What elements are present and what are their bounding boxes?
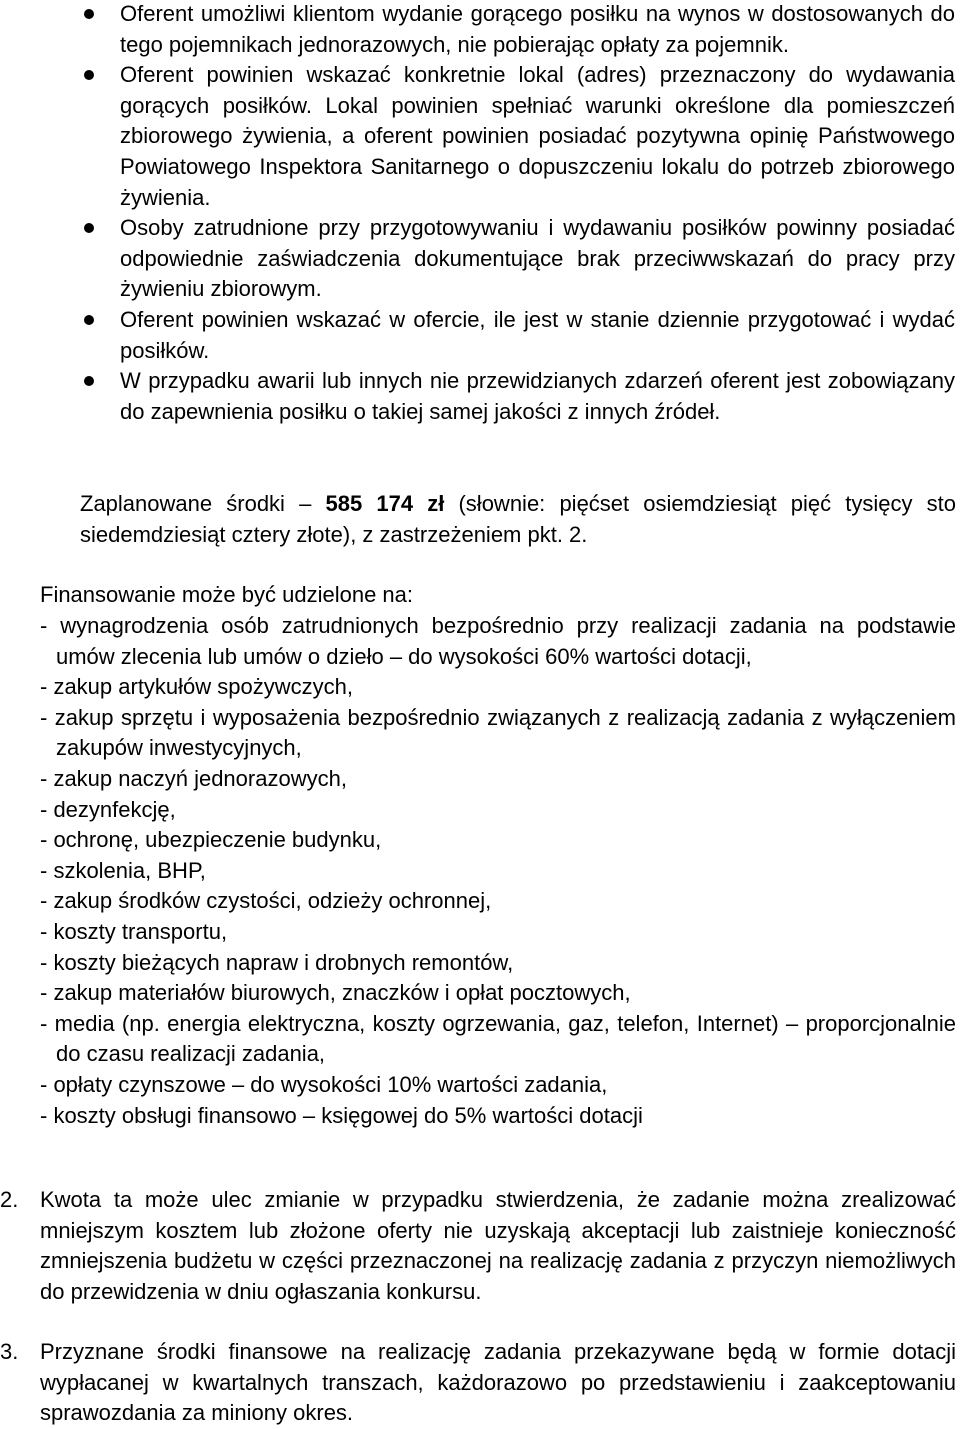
item-text: Przyznane środki finansowe na realizację zadania przekazywane będą w formie dotacji wypłacanej w kwartalnych transzach, każdorazowo po przedstawieniu i zaakceptowaniu sprawozdania za miniony okres. — [40, 1339, 956, 1426]
bullet-item — [0, 60, 960, 213]
bullet-item — [0, 213, 960, 305]
bullet-item — [0, 305, 960, 366]
financing-item: - szkolenia, BHP, — [40, 857, 206, 883]
item-text: Kwota ta może ulec zmianie w przypadku stwierdzenia, że zadanie można zrealizować mniejszym kosztem lub złożone oferty nie uzyskają akceptacji lub zaistnieje konieczność zmniejszenia budżetu w części przeznaczonej na realizację zadania z przyczyn niemożliwych do przewidzenia w dniu ogłaszania konkursu. — [40, 1187, 956, 1304]
funds-suffix: (słownie: pięćset osiemdziesiąt pięć tysięcy sto siedemdziesiąt cztery złote), z zastrzeżeniem pkt. 2. — [80, 491, 956, 547]
bullet-text: Oferent powinien wskazać konkretnie lokal (adres) przeznaczony do wydawania gorących posiłków. Lokal powinien spełniać warunki określone dla pomieszczeń zbiorowego żywienia, a oferent powinien posiadać pozytywna opinię Państwowego Powiatowego Inspektora Sanitarnego o dopuszczeniu lokalu do potrzeb zbiorowego żywienia. — [120, 62, 955, 210]
bullet-icon — [82, 374, 96, 388]
funds-prefix: Zaplanowane środki – — [80, 491, 326, 516]
financing-item: - ochronę, ubezpieczenie budynku, — [40, 827, 382, 853]
planned-funds-paragraph — [80, 489, 956, 550]
numbered-item-body — [0, 1337, 960, 1429]
financing-list — [40, 611, 956, 1131]
financing-item: - wynagrodzenia osób zatrudnionych bezpośrednio przy realizacji zadania na podstawie umów zlecenia lub umów o dzieło – do wysokości 60% wartości dotacji, — [40, 613, 956, 669]
bullet-text: Osoby zatrudnione przy przygotowywaniu i wydawaniu posiłków powinny posiadać odpowiednie zaświadczenia dokumentujące brak przeciwwskazań do pracy przy żywieniu zbiorowym. — [120, 215, 955, 302]
financing-item: - zakup naczyń jednorazowych, — [40, 765, 347, 791]
bullet-text: W przypadku awarii lub innych nie przewidzianych zdarzeń oferent jest zobowiązany do zapewnienia posiłku o takiej samej jakości z innych źródeł. — [120, 368, 955, 424]
bullet-text: Oferent powinien wskazać w ofercie, ile jest w stanie dziennie przygotować i wydać posiłków. — [120, 306, 955, 363]
financing-item: - dezynfekcję, — [40, 796, 176, 822]
funds-amount: 585 174 zł — [325, 491, 445, 516]
numbered-item-2 — [0, 1185, 960, 1307]
financing-item: - zakup materiałów biurowych, znaczków i opłat pocztowych, — [40, 980, 631, 1006]
numbered-item-3 — [0, 1337, 960, 1429]
financing-item: - zakup środków czystości, odzieży ochronnej, — [40, 888, 492, 914]
bullet-icon — [82, 221, 96, 235]
bullet-icon — [82, 313, 96, 327]
financing-item: - zakup artykułów spożywczych, — [40, 674, 353, 700]
financing-item: - zakup sprzętu i wyposażenia bezpośrednio związanych z realizacją zadania z wyłączeniem zakupów inwestycyjnych, — [40, 704, 956, 761]
financing-item: - koszty transportu, — [40, 918, 228, 944]
bullet-item — [0, 0, 960, 60]
item-number: 3. — [0, 1339, 19, 1364]
bullet-icon — [82, 68, 96, 82]
numbered-item-body — [0, 1185, 960, 1307]
bullet-icon — [82, 7, 96, 21]
financing-item: - media (np. energia elektryczna, koszty ogrzewania, gaz, telefon, Internet) – proporcjonalnie do czasu realizacji zadania, — [40, 1010, 956, 1067]
bullet-item — [0, 366, 960, 427]
requirements-bullet-list — [0, 0, 960, 427]
bullet-text: Oferent umożliwi klientom wydanie gorącego posiłku na wynos w dostosowanych do tego pojemnikach jednorazowych, nie pobierając opłaty za pojemnik. — [120, 1, 955, 57]
financing-item: - koszty bieżących napraw i drobnych remontów, — [40, 949, 514, 975]
item-number: 2. — [0, 1187, 19, 1212]
financing-item: - opłaty czynszowe – do wysokości 10% wartości zadania, — [40, 1071, 608, 1097]
financing-heading: Finansowanie może być udzielone na: — [40, 582, 414, 607]
financing-item: - koszty obsługi finansowo – księgowej do 5% wartości dotacji — [40, 1102, 643, 1128]
